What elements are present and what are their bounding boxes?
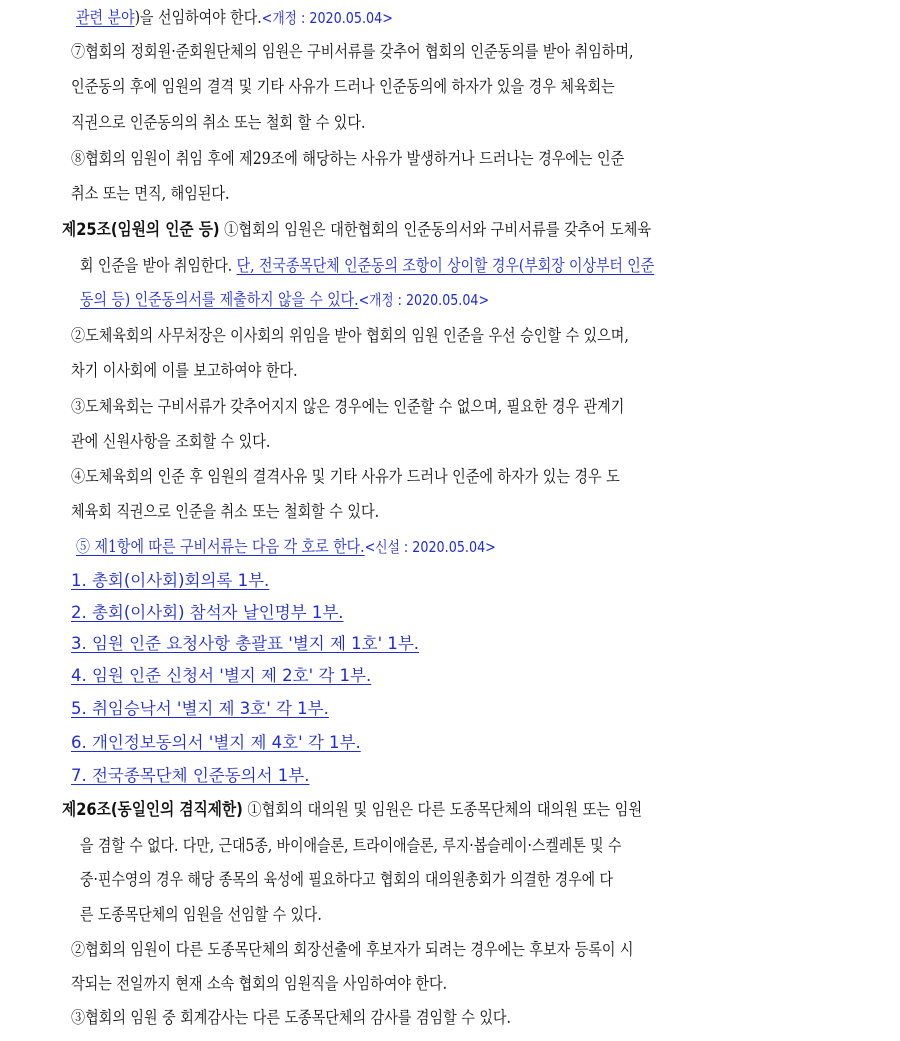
paragraph-line [80, 836, 840, 856]
paragraph-line [71, 77, 840, 97]
body-text: ③도체육회는 구비서류가 갖추어지지 않은 경우에는 인준할 수 없으며, 필요한 경우 관계기 [71, 397, 625, 416]
list-item: 3. 임원 인준 요청사항 총괄표 '별지 제 1호' 1부. [71, 634, 420, 653]
amended-text: 관련 분야 [76, 8, 135, 27]
body-text: 직권으로 인준동의의 취소 또는 철회 할 수 있다. [71, 113, 366, 132]
paragraph-line [71, 1008, 840, 1028]
paragraph-line [80, 290, 840, 310]
paragraph-line [71, 42, 840, 62]
article-26-line [62, 800, 840, 820]
paragraph-line [71, 361, 840, 381]
body-text: 취소 또는 면직, 해임된다. [71, 184, 230, 203]
list-item: 6. 개인정보동의서 '별지 제 4호' 각 1부. [71, 733, 361, 752]
justified-line [71, 42, 717, 62]
paragraph-line [71, 326, 840, 346]
list-item: 1. 총회(이사회)회의록 1부. [71, 571, 270, 590]
body-text: 회 인준을 받아 취임한다. [80, 256, 233, 275]
paragraph-line [80, 870, 840, 890]
body-text: ⑧협회의 임원이 취임 후에 제29조에 해당하는 사유가 발생하거나 드러나는 경우에는 인준 [71, 149, 625, 168]
paragraph-line [76, 537, 840, 557]
body-text: ②협회의 임원이 다른 도종목단체의 회장선출에 후보자가 되려는 경우에는 후보자 등록이 시 [71, 940, 634, 959]
body-text: 관에 신원사항을 조회할 수 있다. [71, 432, 271, 451]
paragraph-line [71, 974, 840, 994]
paragraph-line [71, 467, 840, 487]
body-text: ③협회의 임원 중 회계감사는 다른 도종목단체의 감사를 겸임할 수 있다. [71, 1008, 512, 1027]
body-text: 중·핀수영의 경우 해당 종목의 육성에 필요하다고 협회의 대의원총회가 의결한 경우에 다 [80, 870, 613, 889]
amended-text: 단, 전국종목단체 인준동의 조항이 상이할 경우(부회장 이상부터 인준 [236, 256, 655, 275]
paragraph-line [76, 8, 840, 28]
body-text: ①협회의 임원은 대한협회의 인준동의서와 구비서류를 갖추어 도체육 [224, 220, 652, 239]
body-text: 인준동의 후에 임원의 결격 및 기타 사유가 드러나 인준동의에 하자가 있을 경우 체육회는 [71, 77, 615, 96]
paragraph-line [71, 184, 840, 204]
body-text: 른 도종목단체의 임원을 선임할 수 있다. [80, 905, 322, 924]
paragraph-line [80, 256, 840, 276]
article-25-heading: 제25조(임원의 인준 등) [62, 220, 220, 240]
body-text: 차기 이사회에 이를 보고하여야 한다. [71, 361, 298, 380]
body-text: ⑦협회의 정회원·준회원단체의 임원은 구비서류를 갖추어 협회의 인준동의를 받아 취임하며, [71, 42, 634, 61]
amendment-tag: <신설 : 2020.05.04> [364, 538, 496, 556]
list-item: 7. 전국종목단체 인준동의서 1부. [71, 766, 310, 785]
body-text: )을 선임하여야 한다. [134, 8, 262, 27]
paragraph-line [80, 905, 840, 925]
amendment-tag: <개정 : 2020.05.04> [261, 9, 393, 27]
list-item: 2. 총회(이사회) 참석자 날인명부 1부. [71, 603, 344, 622]
paragraph-line [71, 502, 840, 522]
paragraph-line [71, 432, 840, 452]
body-text: 체육회 직권으로 인준을 취소 또는 철회할 수 있다. [71, 502, 380, 521]
paragraph-line [71, 113, 840, 133]
body-text: 을 겸할 수 없다. 다만, 근대5종, 바이애슬론, 트라이애슬론, 루지·봅슬레이·스켈레톤 및 수 [80, 836, 622, 855]
amendment-tag: <개정 : 2020.05.04> [358, 291, 490, 309]
body-text: ②도체육회의 사무처장은 이사회의 위임을 받아 협회의 임원 인준을 우선 승인할 수 있으며, [71, 326, 629, 345]
body-text: ④도체육회의 인준 후 임원의 결격사유 및 기타 사유가 드러나 인준에 하자가 있는 경우 도 [71, 467, 620, 486]
article-25-line [62, 220, 840, 240]
amended-text: ⑤ 제1항에 따른 구비서류는 다음 각 호로 한다. [76, 537, 365, 556]
body-text: ①협회의 대의원 및 임원은 다른 도종목단체의 대의원 또는 임원 [247, 800, 643, 819]
paragraph-line [71, 149, 840, 169]
list-item: 4. 임원 인준 신청서 '별지 제 2호' 각 1부. [71, 666, 372, 685]
amended-text: 동의 등) 인준동의서를 제출하지 않을 수 있다. [80, 290, 359, 309]
article-26-heading: 제26조(동일인의 겸직제한) [62, 800, 243, 820]
body-text: 작되는 전일까지 현재 소속 협회의 임원직을 사임하여야 한다. [71, 974, 448, 993]
paragraph-line [71, 940, 840, 960]
paragraph-line [71, 397, 840, 417]
list-item: 5. 취임승낙서 '별지 제 3호' 각 1부. [71, 699, 329, 718]
